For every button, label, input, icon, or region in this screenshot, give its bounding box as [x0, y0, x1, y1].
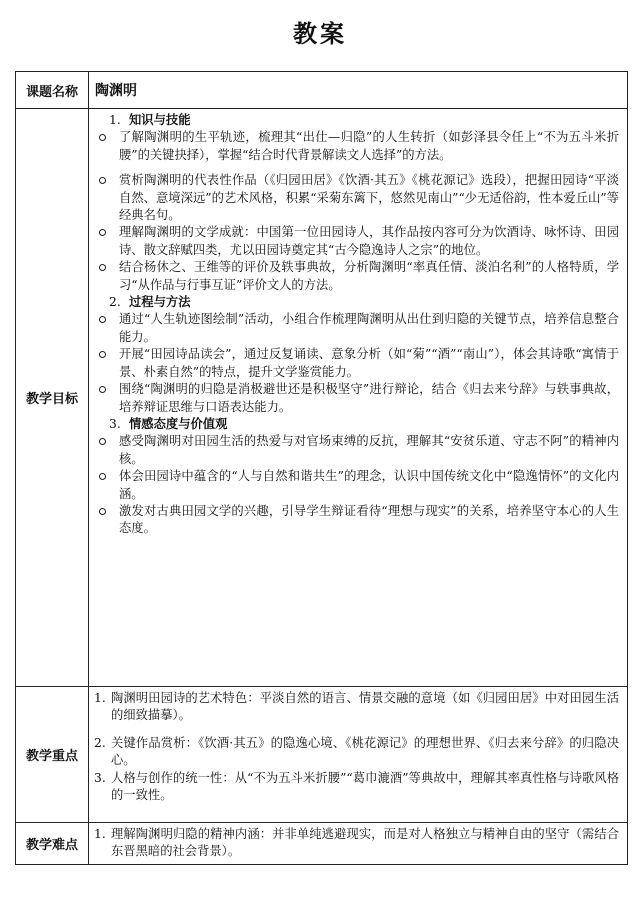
list-item: 体会田园诗中蕴含的“人与自然和谐共生”的理念，认识中国传统文化中“隐逸情怀”的文化内涵。 — [89, 468, 627, 503]
key-points-content — [89, 687, 628, 823]
list-item: 3. 人格与创作的统一性：从“不为五斗米折腰”“葛巾漉酒”等典故中，理解其率真性格与诗歌风格的一致性。 — [94, 770, 619, 803]
objective-section — [89, 112, 627, 129]
list-item: 感受陶渊明对田园生活的热爱与对官场束缚的反抗，理解其“安贫乐道、守志不阿”的精神内核。 — [89, 433, 627, 468]
objective-section — [89, 294, 627, 311]
bullet-icon — [99, 229, 106, 236]
section-title: 过程与方法 — [129, 295, 191, 310]
row-topic — [16, 72, 628, 109]
objectives-label: 教学目标 — [16, 109, 89, 687]
bullet-icon — [99, 473, 106, 480]
bullet-icon — [99, 134, 106, 141]
page-title: 教案 — [293, 20, 347, 48]
objectives-content — [89, 109, 628, 687]
difficulties-content — [89, 823, 628, 865]
list-item: 1. 理解陶渊明归隐的精神内涵：并非单纯逃避现实，而是对人格独立与精神自由的坚守（需结合东晋黑暗的社会背景）。 — [94, 827, 619, 859]
list-item: 理解陶渊明的文学成就：中国第一位田园诗人，其作品按内容可分为饮酒诗、咏怀诗、田园诗、散文辞赋四类，尤以田园诗奠定其“古今隐逸诗人之宗”的地位。 — [89, 224, 627, 259]
list-item: 1. 陶渊明田园诗的艺术特色：平淡自然的语言、情景交融的意境（如《归园田居》中对田园生活的细致描摹）。 — [94, 691, 619, 723]
section-title: 情感态度与价值观 — [129, 416, 228, 431]
row-difficulties — [16, 823, 628, 865]
list-item: 了解陶渊明的生平轨迹，梳理其“出仕—归隐”的人生转折（如彭泽县令任上“不为五斗米折腰”的关键抉择），掌握“结合时代背景解读文人选择”的方法。 — [89, 129, 627, 164]
bullet-icon — [99, 177, 106, 184]
row-key-points — [16, 687, 628, 823]
bullet-icon — [99, 386, 106, 393]
bullet-icon — [99, 264, 106, 271]
row-objectives — [16, 109, 628, 687]
list-item: 赏析陶渊明的代表性作品（《归园田居》《饮酒·其五》《桃花源记》选段），把握田园诗“平淡自然、意境深远”的艺术风格，积累“采菊东篱下，悠然见南山”“少无适俗韵，性本爱丘山”等经典名句。 — [89, 172, 627, 224]
bullet-icon — [99, 316, 106, 323]
lesson-plan-table — [15, 71, 628, 865]
section-title: 知识与技能 — [129, 113, 191, 127]
topic-value: 陶渊明 — [89, 72, 628, 109]
section-number: 1. — [109, 113, 121, 127]
list-item: 2. 关键作品赏析：《饮酒·其五》的隐逸心境、《桃花源记》的理想世界、《归去来兮辞》的归隐决心。 — [94, 735, 619, 768]
list-item: 结合杨休之、王维等的评价及轶事典故，分析陶渊明“率真任情、淡泊名利”的人格特质，学习“从作品与行事互证”评价文人的方法。 — [89, 259, 627, 294]
list-item: 围绕“陶渊明的归隐是消极避世还是积极坚守”进行辩论，结合《归去来兮辞》与轶事典故，培养辩证思维与口语表达能力。 — [89, 381, 627, 416]
bullet-icon — [99, 438, 106, 445]
difficulties-label: 教学难点 — [16, 823, 89, 865]
section-number: 3. — [109, 416, 121, 431]
bullet-icon — [99, 351, 106, 358]
list-item: 通过“人生轨迹图绘制”活动，小组合作梳理陶渊明从出仕到归隐的关键节点，培养信息整合能力。 — [89, 311, 627, 346]
list-item: 开展“田园诗品读会”，通过反复诵读、意象分析（如“菊”“酒”“南山”），体会其诗歌“寓情于景、朴素自然”的特点，提升文学鉴赏能力。 — [89, 346, 627, 381]
list-item: 激发对古典田园文学的兴趣，引导学生辩证看待“理想与现实”的关系，培养坚守本心的人生态度。 — [89, 503, 627, 538]
key-points-label: 教学重点 — [16, 687, 89, 823]
bullet-icon — [99, 508, 106, 515]
section-number: 2. — [109, 295, 121, 310]
topic-label: 课题名称 — [16, 72, 89, 109]
objective-section — [89, 416, 627, 433]
